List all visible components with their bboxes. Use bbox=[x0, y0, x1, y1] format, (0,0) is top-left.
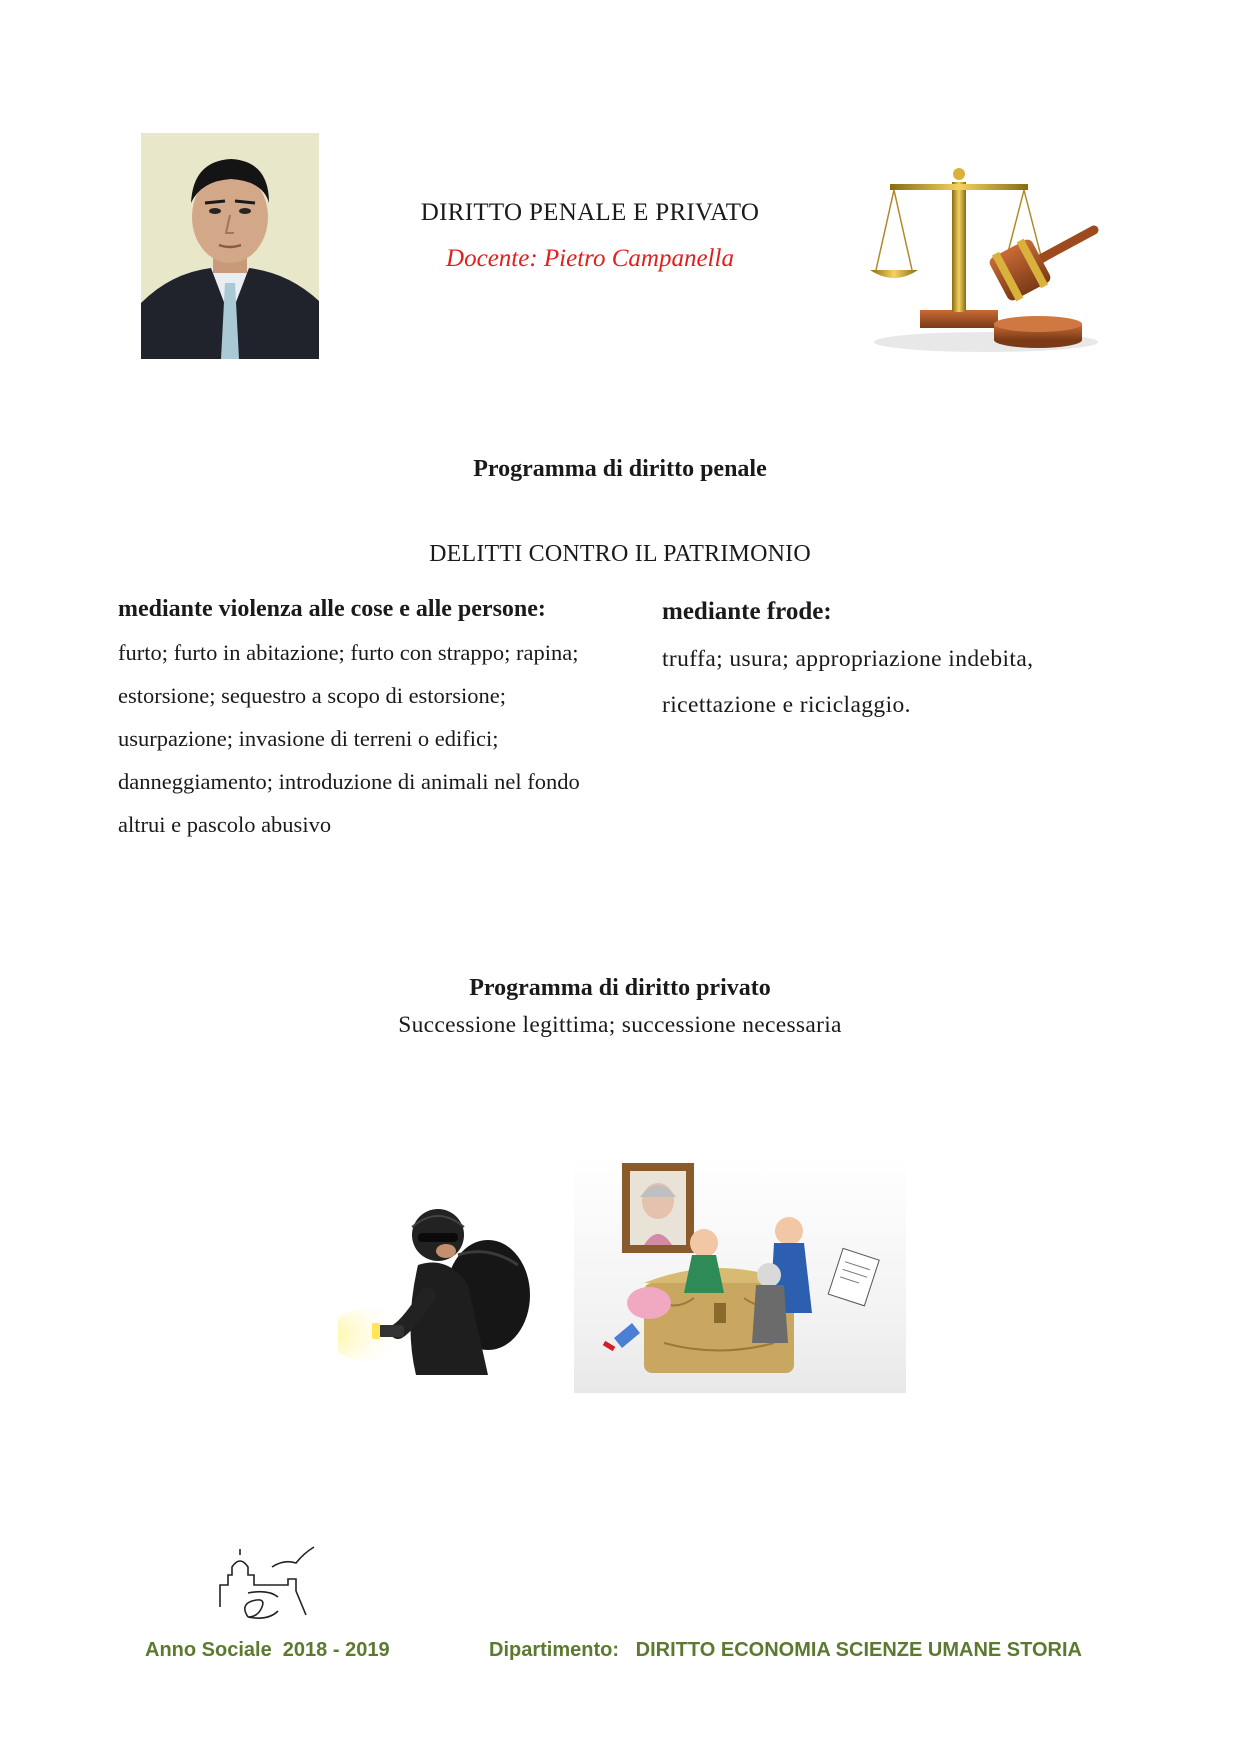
justice-scales-gavel-icon bbox=[870, 160, 1102, 360]
violence-crimes-column bbox=[118, 596, 598, 846]
private-program-text: Successione legittima; successione necessaria bbox=[398, 1012, 842, 1038]
thief-illustration bbox=[338, 1195, 538, 1375]
violence-crimes-list: furto; furto in abitazione; furto con strappo; rapina; estorsione; sequestro a scopo di estorsione; usurpazione; invasione di terreni o edifici; danneggiamento; introduzione di animali nel fondo altrui e pascolo abusivo bbox=[118, 640, 580, 837]
inheritance-chest-illustration bbox=[574, 1153, 906, 1393]
teacher-photo bbox=[141, 133, 319, 359]
association-logo-icon bbox=[218, 1545, 318, 1630]
violence-crimes-heading: mediante violenza alle cose e alle persone: bbox=[118, 596, 546, 622]
fraud-crimes-list: truffa; usura; appropriazione indebita, ricettazione e riciclaggio. bbox=[662, 646, 1034, 718]
penal-program-title: Programma di diritto penale bbox=[473, 456, 767, 482]
course-title: DIRITTO PENALE E PRIVATO bbox=[420, 199, 760, 226]
department-name: Dipartimento: DIRITTO ECONOMIA SCIENZE UMANE STORIA bbox=[489, 1639, 1082, 1661]
fraud-crimes-column bbox=[662, 598, 1132, 728]
fraud-crimes-heading: mediante frode: bbox=[662, 598, 832, 625]
teacher-name: Docente: Pietro Campanella bbox=[446, 245, 734, 272]
academic-year: Anno Sociale 2018 - 2019 bbox=[145, 1639, 390, 1661]
penal-program-subtitle: DELITTI CONTRO IL PATRIMONIO bbox=[429, 541, 811, 567]
private-program-title: Programma di diritto privato bbox=[469, 975, 771, 1001]
